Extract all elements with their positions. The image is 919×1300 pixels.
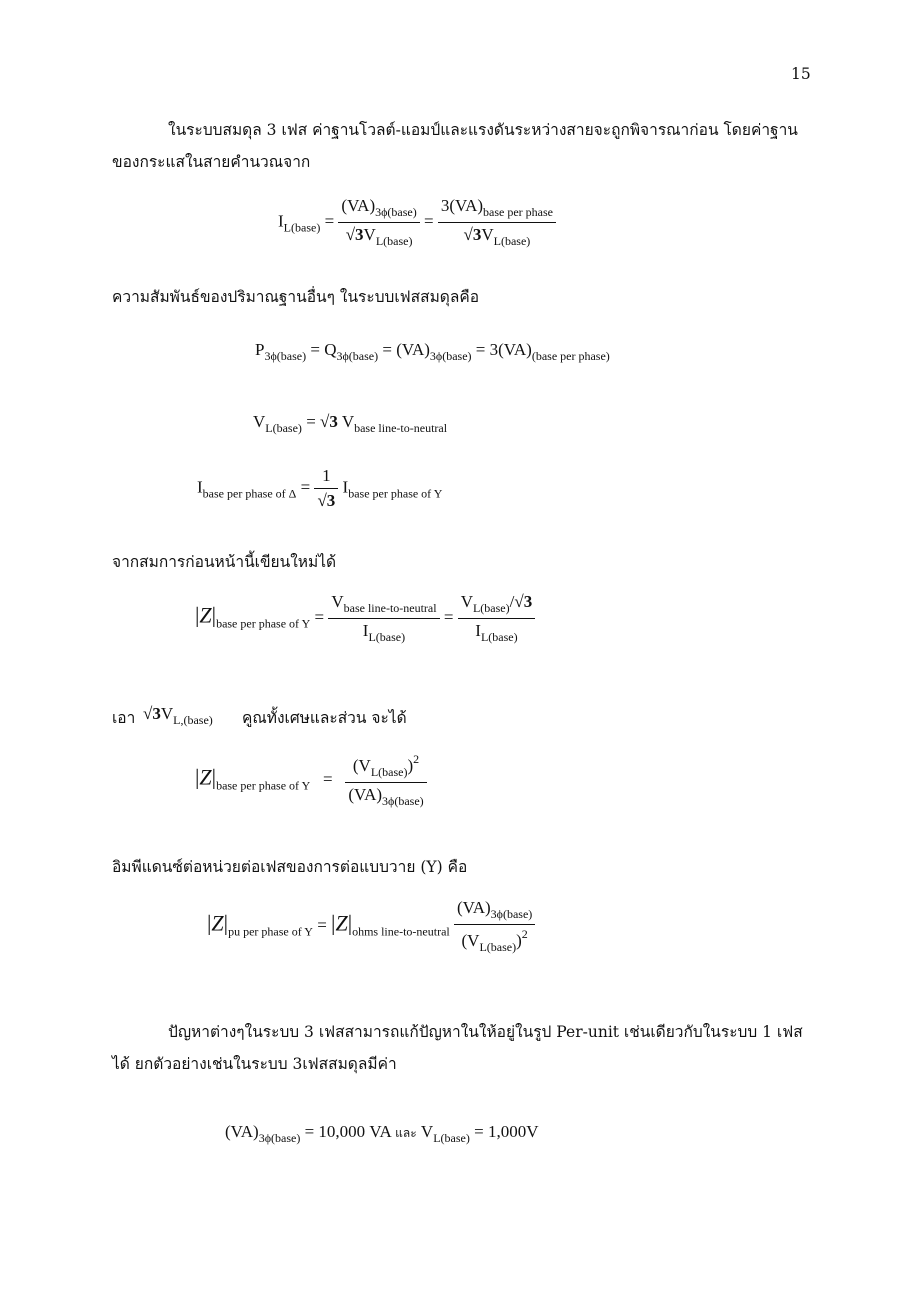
example-v-value: 1,000V [487,1122,539,1141]
equation-line-current: $I_{L(base)}$ = $\frac{(VA)_{3\phi(base)}}{√3V_{L(base)}}$ = $\frac{3(VA)_{base per phase}}{√3V_{L(base)}}$ [278,196,556,249]
paragraph-6-line-2: ได้ ยกตัวอย่างเช่นในระบบ 3เฟสสมดุลมีค่า [112,1055,397,1073]
example-va-value: 10,000 VA [318,1122,391,1141]
equation-power-base: $P_{3\phi(base)} = Q_{3\phi(base)} = (VA)_{3\phi(base)} = 3(VA)_{(base per phase)}$ [255,340,610,363]
equation-inline-sqrt3-vl: $√3V_{L,(base)}$ [143,704,213,727]
equation-per-unit-impedance: $|Z|_{pu per phase of Y} = |Z|_{ohms line-to-neutral}$ $\frac{(VA)_{3\phi(base)}}{(V_{L(base)})^2}$ [207,898,535,955]
paragraph-2: ความสัมพันธ์ของปริมาณฐานอื่นๆ ในระบบเฟสสมดุลคือ [112,288,480,306]
paragraph-4-prefix: เอา [112,709,136,727]
paragraph-6-line-1: ปัญหาต่างๆในระบบ 3 เฟสสามารถแก้ปัญหาในให้อยู่ในรูป Per-unit เช่นเดียวกับในระบบ 1 เฟส [168,1023,803,1041]
equation-impedance-2: $|Z|_{base per phase of Y}$ = $\frac{(V_{L(base)})^2}{(VA)_{3\phi(base)}}$ [195,752,427,809]
paragraph-3: จากสมการก่อนหน้านี้เขียนใหม่ได้ [112,553,337,571]
equation-current-delta: $I_{base per phase of \Delta}$ = $\frac{1}{√3}$ $I_{base per phase of Y}$ [197,466,443,510]
paragraph-1-line-1: ในระบบสมดุล 3 เฟส ค่าฐานโวลต์-แอมป์และแรงดันระหว่างสายจะถูกพิจารณาก่อน โดยค่าฐาน [168,121,798,139]
paragraph-4-suffix: คูณทั้งเศษและส่วน จะได้ [242,709,407,727]
paragraph-5: อิมพีแดนซ์ต่อหน่วยต่อเฟสของการต่อแบบวาย (Y) คือ [112,858,468,876]
example-and-word: และ [395,1126,417,1140]
page-number: 15 [791,65,811,83]
equation-example-values: $(VA)_{3\phi(base)} = 10,000$ VA และ $V_{L(base)} = 1,000V$ [225,1122,539,1145]
paragraph-1-line-2: ของกระแสในสายคำนวณจาก [112,153,311,171]
equation-voltage-base: $V_{L(base)} = √3$ $V_{base line-to-neutral}$ [253,412,448,435]
equation-impedance-1: $|Z|_{base per phase of Y}$ = $\frac{V_{base line-to-neutral}}{I_{L(base)}}$ = $\frac{V_{L(base)}/√3}{I_{L(base)}}$ [195,592,535,645]
